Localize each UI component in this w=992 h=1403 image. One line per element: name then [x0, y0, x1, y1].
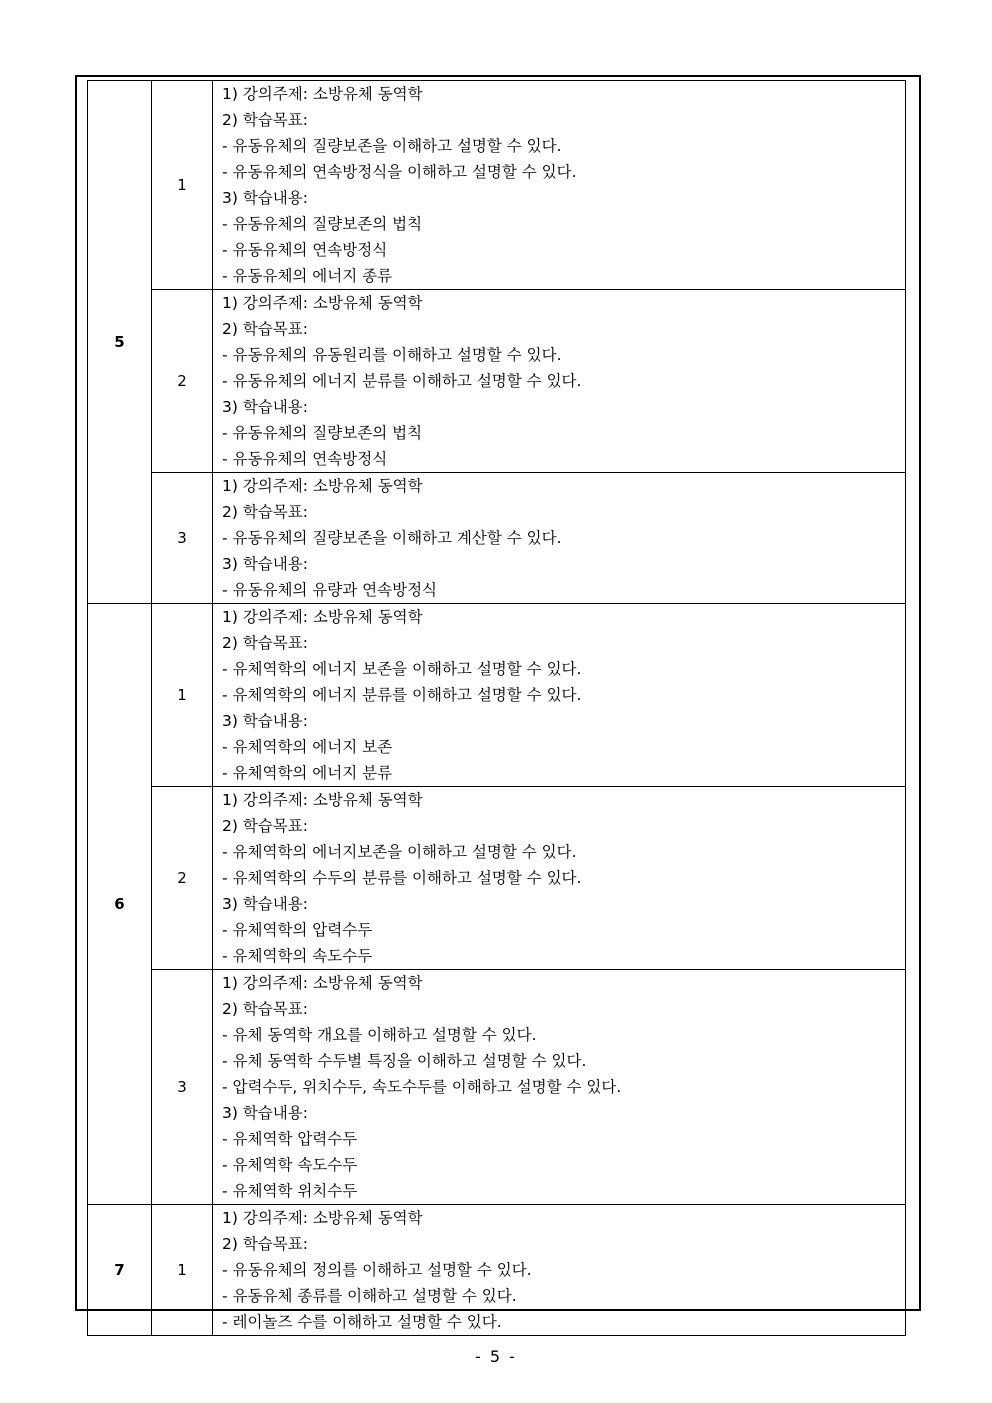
- content-line: - 유체역학의 에너지 분류: [222, 764, 393, 782]
- session-cell: 1: [152, 81, 213, 290]
- session-cell: 2: [152, 787, 213, 970]
- content-line: 3) 학습내용:: [222, 895, 308, 913]
- content-line: - 유체역학의 에너지보존을 이해하고 설명할 수 있다.: [222, 843, 577, 861]
- session-cell: 1: [152, 604, 213, 787]
- content-line: - 압력수두, 위치수두, 속도수두를 이해하고 설명할 수 있다.: [222, 1078, 622, 1096]
- content-cell: [213, 604, 906, 787]
- table-row: [88, 787, 906, 970]
- content-line: - 유동유체의 연속방정식: [222, 241, 388, 259]
- session-cell: 3: [152, 473, 213, 604]
- content-line: - 유체역학의 압력수두: [222, 921, 373, 939]
- content-cell: [213, 81, 906, 290]
- content-line: 3) 학습내용:: [222, 555, 308, 573]
- content-line: - 유체 동역학 수두별 특징을 이해하고 설명할 수 있다.: [222, 1052, 587, 1070]
- content-line: 1) 강의주제: 소방유체 동역학: [222, 608, 423, 626]
- week-cell: 7: [88, 1205, 152, 1336]
- content-line: - 유동유체의 에너지 분류를 이해하고 설명할 수 있다.: [222, 372, 582, 390]
- content-line: - 유체 동역학 개요를 이해하고 설명할 수 있다.: [222, 1026, 537, 1044]
- syllabus-table: [87, 80, 906, 1336]
- content-line: - 유동유체의 유량과 연속방정식: [222, 581, 438, 599]
- content-line: 3) 학습내용:: [222, 189, 308, 207]
- session-cell: 3: [152, 970, 213, 1205]
- content-line: 2) 학습목표:: [222, 634, 308, 652]
- content-line: - 유체역학 압력수두: [222, 1130, 358, 1148]
- session-cell: 1: [152, 1205, 213, 1336]
- content-cell: [213, 970, 906, 1205]
- content-line: - 유동유체의 에너지 종류: [222, 267, 393, 285]
- content-line: 1) 강의주제: 소방유체 동역학: [222, 477, 423, 495]
- content-line: - 유동유체의 질량보존을 이해하고 계산할 수 있다.: [222, 529, 562, 547]
- content-cell: [213, 473, 906, 604]
- table-row: [88, 604, 906, 787]
- content-line: 2) 학습목표:: [222, 1000, 308, 1018]
- table-row: [88, 1205, 906, 1336]
- content-line: - 유체역학의 수두의 분류를 이해하고 설명할 수 있다.: [222, 869, 582, 887]
- table-row: [88, 81, 906, 290]
- content-line: - 레이놀즈 수를 이해하고 설명할 수 있다.: [222, 1313, 502, 1331]
- content-line: - 유동유체 종류를 이해하고 설명할 수 있다.: [222, 1287, 517, 1305]
- content-line: - 유동유체의 질량보존을 이해하고 설명할 수 있다.: [222, 137, 562, 155]
- content-line: - 유동유체의 유동원리를 이해하고 설명할 수 있다.: [222, 346, 562, 364]
- content-line: 3) 학습내용:: [222, 1104, 308, 1122]
- content-line: 2) 학습목표:: [222, 817, 308, 835]
- content-cell: [213, 787, 906, 970]
- content-line: - 유체역학의 에너지 보존을 이해하고 설명할 수 있다.: [222, 660, 582, 678]
- content-line: 1) 강의주제: 소방유체 동역학: [222, 974, 423, 992]
- session-cell: 2: [152, 290, 213, 473]
- content-line: - 유체역학 속도수두: [222, 1156, 358, 1174]
- syllabus-frame: [75, 75, 921, 1331]
- content-cell: [213, 1205, 906, 1336]
- content-cell: [213, 290, 906, 473]
- content-line: - 유체역학의 속도수두: [222, 947, 373, 965]
- content-line: 3) 학습내용:: [222, 398, 308, 416]
- content-line: - 유동유체의 질량보존의 법칙: [222, 424, 423, 442]
- content-line: 3) 학습내용:: [222, 712, 308, 730]
- content-line: 2) 학습목표:: [222, 320, 308, 338]
- content-line: - 유체역학의 에너지 보존: [222, 738, 393, 756]
- content-line: - 유동유체의 연속방정식을 이해하고 설명할 수 있다.: [222, 163, 577, 181]
- content-line: 1) 강의주제: 소방유체 동역학: [222, 791, 423, 809]
- week-cell: 5: [88, 81, 152, 604]
- content-line: 1) 강의주제: 소방유체 동역학: [222, 85, 423, 103]
- content-line: 2) 학습목표:: [222, 111, 308, 129]
- table-row: [88, 970, 906, 1205]
- content-line: 2) 학습목표:: [222, 503, 308, 521]
- content-line: 1) 강의주제: 소방유체 동역학: [222, 1209, 423, 1227]
- content-line: - 유체역학 위치수두: [222, 1182, 358, 1200]
- content-line: - 유동유체의 질량보존의 법칙: [222, 215, 423, 233]
- table-row: [88, 473, 906, 604]
- content-line: 1) 강의주제: 소방유체 동역학: [222, 294, 423, 312]
- content-line: - 유동유체의 정의를 이해하고 설명할 수 있다.: [222, 1261, 532, 1279]
- content-line: 2) 학습목표:: [222, 1235, 308, 1253]
- week-cell: 6: [88, 604, 152, 1205]
- page-number: - 5 -: [475, 1347, 517, 1366]
- table-row: [88, 290, 906, 473]
- content-line: - 유동유체의 연속방정식: [222, 450, 388, 468]
- content-line: - 유체역학의 에너지 분류를 이해하고 설명할 수 있다.: [222, 686, 582, 704]
